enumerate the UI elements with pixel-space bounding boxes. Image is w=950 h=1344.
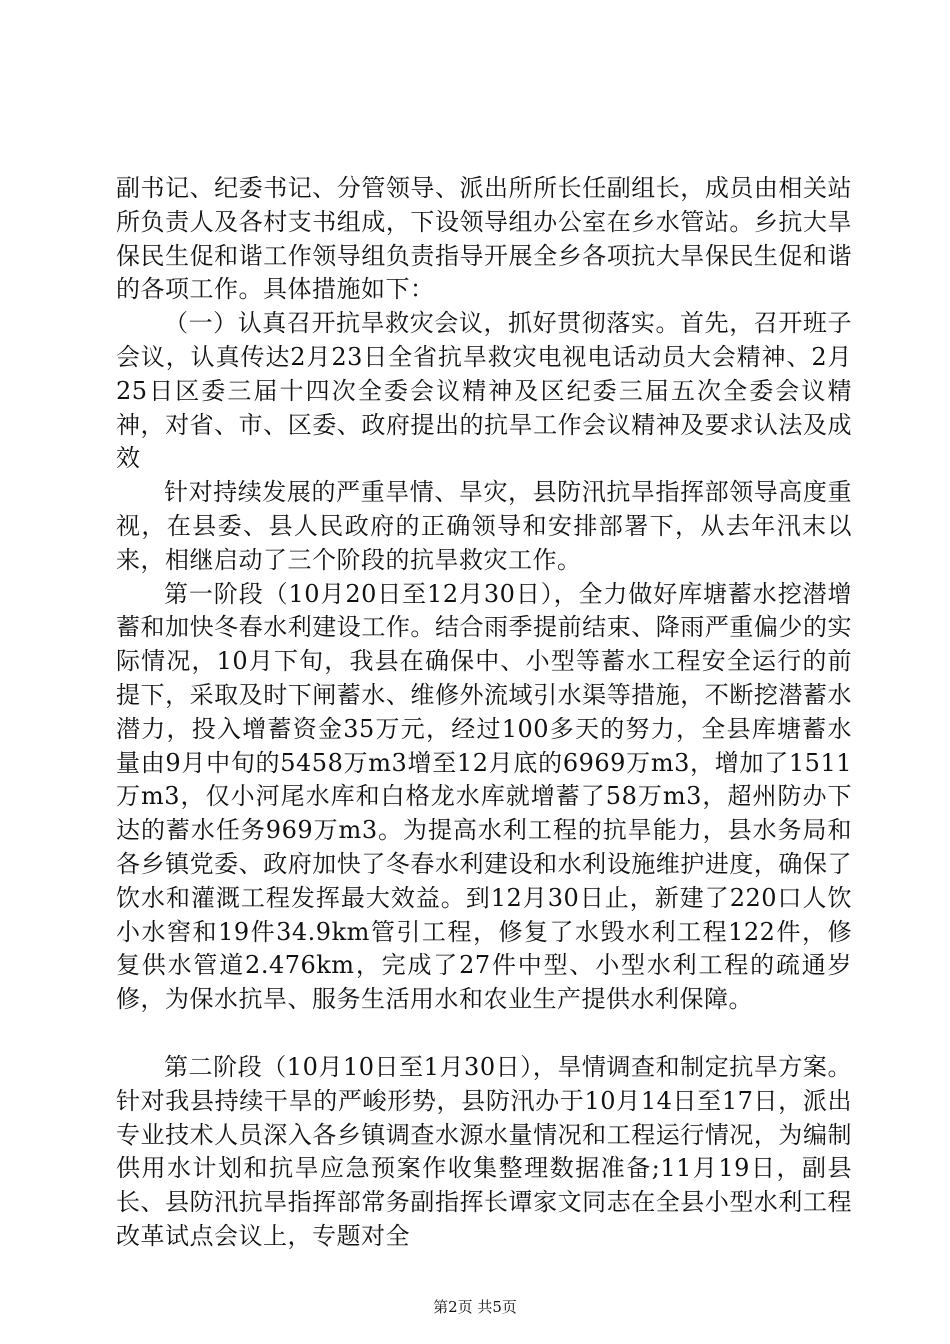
paragraph-stage-one: 第一阶段（10月20日至12月30日），全力做好库塘蓄水挖潜增蓄和加快冬春水利建设工作。结合雨季提前结束、降雨严重偏少的实际情况，10月下旬，我县在确保中、小型等蓄水工程安全运行的前提下，采取及时下闸蓄水、维修外流域引水渠等措施，不断挖潜蓄水潜力，投入增蓄资金35万元，经过100多天的努力，全县库塘蓄水量由9月中旬的5458万m3增至12月底的6969万m3，增加了1511万m3，仅小河尾水库和白格龙水库就增蓄了58万m3，超州防办下达的蓄水任务969万m3。为提高水利工程的抗旱能力，县水务局和各乡镇党委、政府加快了冬春水利建设和水利设施维护进度，确保了饮水和灌溉工程发挥最大效益。到12月30日止，新建了220口人饮小水窖和19件34.9km管引工程，修复了水毁水利工程122件，修复供水管道2.476km，完成了27件中型、小型水利工程的疏通岁修，为保水抗旱、服务生活用水和农业生产提供水利保障。	[116, 579, 852, 1014]
page-footer: 第2页 共5页	[433, 1298, 517, 1316]
paragraph-continued: 副书记、纪委书记、分管领导、派出所所长任副组长，成员由相关站所负责人及各村支书组成，下设领导组办公室在乡水管站。乡抗大旱保民生促和谐工作领导组负责指导开展全乡各项抗大旱保民生促和谐的各项工作。具体措施如下：	[116, 174, 852, 304]
document-body	[116, 172, 852, 1254]
paragraph-intro: 针对持续发展的严重旱情、旱灾，县防汛抗旱指挥部领导高度重视，在县委、县人民政府的正确领导和安排部署下，从去年汛末以来，相继启动了三个阶段的抗旱救灾工作。	[116, 478, 852, 574]
paragraph-stage-two: 第二阶段（10月10日至1月30日），旱情调查和制定抗旱方案。针对我县持续干旱的严峻形势，县防汛办于10月14日至17日，派出专业技术人员深入各乡镇调查水源水量情况和工程运行情况，为编制供用水计划和抗旱应急预案作收集整理数据准备;11月19日，副县长、县防汛抗旱指挥部常务副指挥长谭家文同志在全县小型水利工程改革试点会议上，专题对全	[116, 1052, 852, 1250]
paragraph-measure-one: （一）认真召开抗旱救灾会议，抓好贯彻落实。首先，召开班子会议，认真传达2月23日全省抗旱救灾电视电话动员大会精神、2月25日区委三届十四次全委会议精神及区纪委三届五次全委会议精神，对省、市、区委、政府提出的抗旱工作会议精神及要求认法及成效	[116, 309, 852, 473]
